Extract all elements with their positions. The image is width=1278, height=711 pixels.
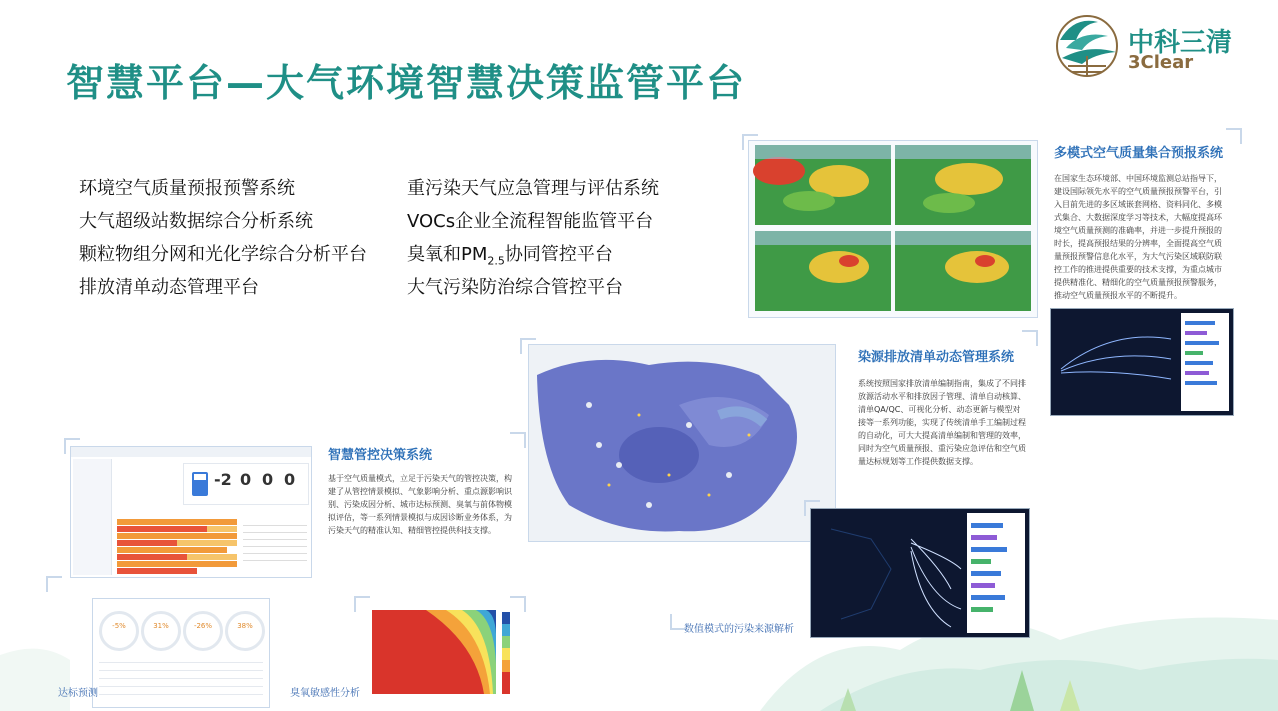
forecast-map — [755, 231, 891, 311]
source-analysis-caption: 数值模式的污染来源解析 — [684, 624, 794, 635]
attainment-caption: 达标预测 — [58, 688, 98, 699]
source-map-dark-lower — [810, 508, 1030, 638]
forecast-map — [895, 145, 1031, 225]
list-item: 重污染天气应急管理与评估系统 — [407, 178, 659, 199]
forecast-section-body: 在国家生态环境部、中国环境监测总站指导下，建设国际领先水平的空气质量预报预警平台，引入目前先进的多区域嵌套网格、资料同化、多模式集合、大数据深度学习等技术，大幅度提高环境空气质量预测的准确率，并进一步提升预报的时长，提高预报结果的分辨率，全面提高空气质量预报预警信息化水平，为大气污染区域联防联控工作的推进提供重要的技术支撑，为重点城市提供精准化、精细化的空气质量预报预警服务，推动空气质量预报水平的不断提升。 — [1054, 174, 1222, 300]
list-item: 颗粒物组分网和光化学综合分析平台 — [79, 244, 367, 265]
frame-corner — [1226, 128, 1242, 144]
gauge-value: 31% — [153, 622, 169, 630]
list-item: VOCs企业全流程智能监管平台 — [407, 211, 654, 232]
ozone-chart — [366, 604, 516, 700]
systems-list-left — [79, 172, 367, 304]
control-section-title: 智慧管控决策系统 — [328, 448, 433, 463]
forecast-map — [753, 145, 891, 225]
logo-english: 3Clear — [1128, 52, 1194, 73]
dashboard-panel — [70, 446, 312, 578]
list-item: 大气超级站数据综合分析系统 — [79, 211, 313, 232]
dashboard-heat-rows — [117, 519, 237, 575]
frame-corner — [1022, 330, 1038, 346]
emission-section-title: 染源排放清单动态管理系统 — [858, 350, 1015, 365]
frame-corner — [46, 576, 62, 592]
emission-section-body: 系统按照国家排放清单编制指南，集成了不同排放源活动水平和排放因子管理、清单自动核算、清单QA/QC、可视化分析、动态更新与模型对接等一系列功能，实现了传统清单手工编制过程的自动化，可大大提高清单编制和管理的效率，同时为空气质量预报、重污染应急评估和空气质量达标规划等工作提供数据支撑。 — [858, 379, 1026, 466]
page-title: 智慧平台—大气环境智慧决策监管平台 — [66, 61, 747, 105]
logo-icon — [1052, 10, 1122, 80]
forecast-maps-panel — [748, 140, 1038, 318]
gauge-value: -5% — [112, 622, 126, 630]
attainment-panel — [92, 598, 270, 708]
gauge-value: -26% — [193, 622, 213, 630]
emission-map-panel — [528, 344, 836, 542]
counter-value: 0 — [262, 470, 274, 489]
frame-corner — [510, 432, 526, 448]
list-item: 排放清单动态管理平台 — [79, 277, 259, 298]
source-map-dark-upper — [1050, 308, 1234, 416]
list-item: 环境空气质量预报预警系统 — [79, 178, 295, 199]
ozone-caption: 臭氧敏感性分析 — [290, 688, 360, 699]
list-item: 大气污染防治综合管控平台 — [407, 277, 623, 298]
systems-list-right — [407, 172, 659, 304]
forecast-section-title: 多模式空气质量集合预报系统 — [1054, 146, 1224, 161]
logo-chinese: 中科三清 — [1128, 28, 1233, 58]
gauge-value: 38% — [237, 622, 253, 630]
counter-value: 0 — [284, 470, 296, 489]
forecast-maps — [749, 141, 1037, 317]
counter-value: -2 — [214, 470, 232, 489]
control-section-body: 基于空气质量模式，立足于污染天气的管控决策，构建了从管控情景模拟、气象影响分析、重点源影响识别、污染成因分析、城市达标预测、臭氧与前体物模拟评估，等一系列情景模拟与成因诊断业务体系，为污染天气的精准认知、精细管控提供科技支撑。 — [328, 474, 512, 535]
forecast-map — [895, 231, 1031, 311]
counter-value: 0 — [240, 470, 252, 489]
list-item: 臭氧和$PM_{2.5}$协同管控平台 — [407, 244, 613, 268]
